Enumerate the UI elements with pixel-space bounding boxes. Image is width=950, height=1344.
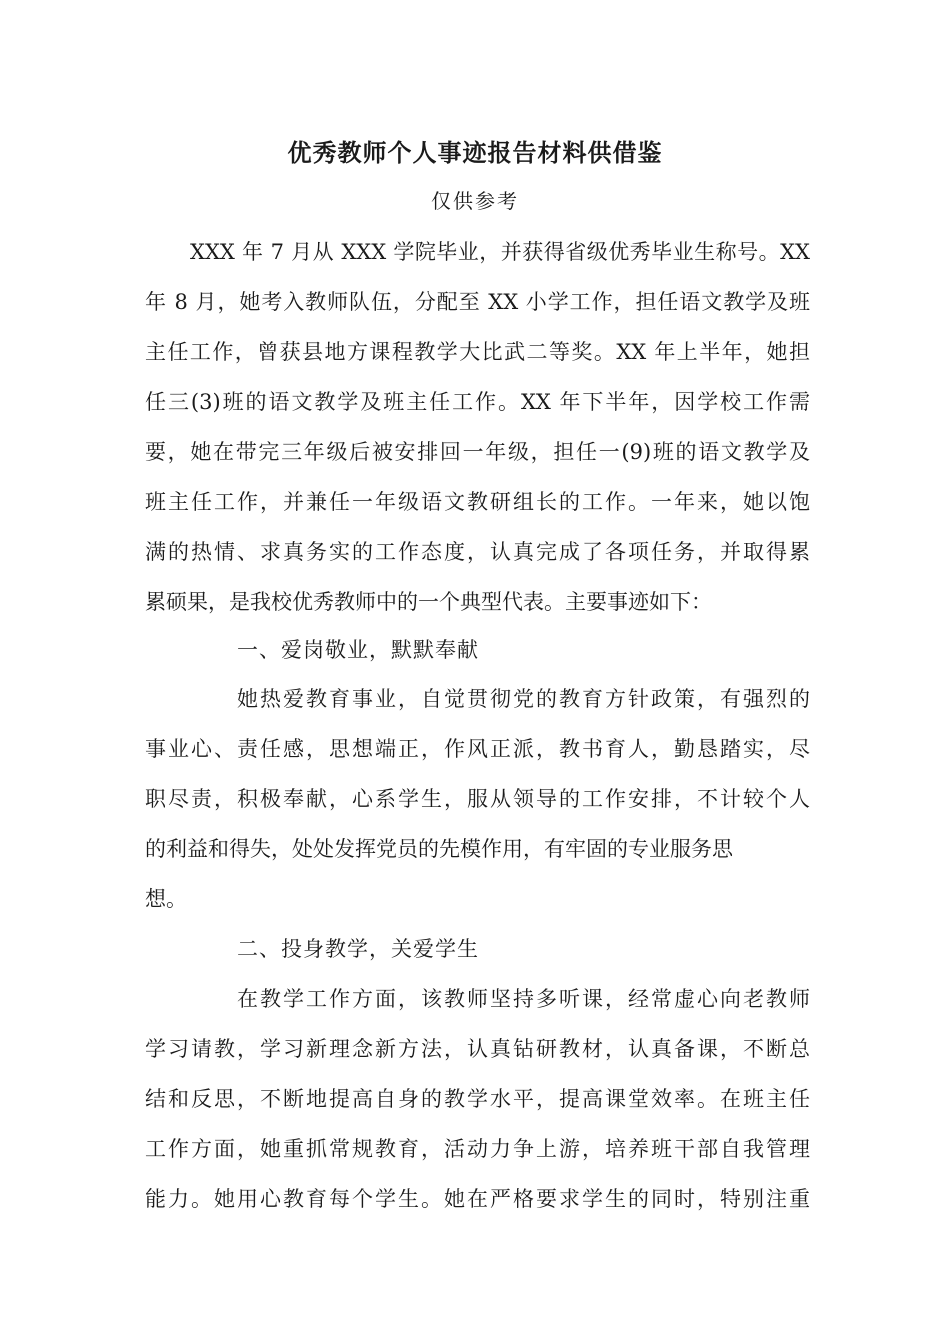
paragraph-line: 的利益和得失，处处发挥党员的先模作用，有牢固的专业服务思 [145,837,733,861]
paragraph-line: 工作方面，她重抓常规教育，活动力争上游，培养班干部自我管理 [145,1137,810,1161]
paragraph-line: 主任工作，曾获县地方课程教学大比武二等奖。XX 年上半年，她担 [145,340,810,364]
paragraph-line: 学习请教，学习新理念新方法，认真钻研教材，认真备课，不断总 [145,1037,810,1061]
paragraph-line: 事业心、责任感，思想端正，作风正派，教书育人，勤恳踏实，尽 [145,737,810,761]
paragraph-line: 年 8 月，她考入教师队伍，分配至 XX 小学工作，担任语文教学及班 [145,290,810,314]
document-subtitle: 仅供参考 [431,189,519,213]
section-heading: 二、投身教学，关爱学生 [237,937,479,961]
paragraph-line: 她热爱教育事业，自觉贯彻党的教育方针政策，有强烈的 [237,687,810,711]
paragraph-line: 满的热情、求真务实的工作态度，认真完成了各项任务，并取得累 [145,540,810,564]
paragraph-line: 要，她在带完三年级后被安排回一年级，担任一(9)班的语文教学及 [145,440,810,464]
paragraph-line: 班主任工作，并兼任一年级语文教研组长的工作。一年来，她以饱 [145,490,810,514]
paragraph-line: 能力。她用心教育每个学生。她在严格要求学生的同时，特别注重 [145,1187,810,1211]
paragraph-line: 结和反思，不断地提高自身的教学水平，提高课堂效率。在班主任 [145,1087,810,1111]
paragraph-line: 在教学工作方面，该教师坚持多听课，经常虚心向老教师 [237,987,810,1011]
paragraph-line: XXX 年 7 月从 XXX 学院毕业，并获得省级优秀毕业生称号。XX [190,240,810,264]
section-heading: 一、爱岗敬业，默默奉献 [237,638,479,662]
paragraph-line: 任三(3)班的语文教学及班主任工作。XX 年下半年，因学校工作需 [145,390,810,414]
paragraph-line: 累硕果，是我校优秀教师中的一个典型代表。主要事迹如下： [145,590,712,614]
paragraph-line: 职尽责，积极奉献，心系学生，服从领导的工作安排，不计较个人 [145,787,810,811]
document-title: 优秀教师个人事迹报告材料供借鉴 [287,138,663,167]
paragraph-line: 想。 [145,887,187,911]
